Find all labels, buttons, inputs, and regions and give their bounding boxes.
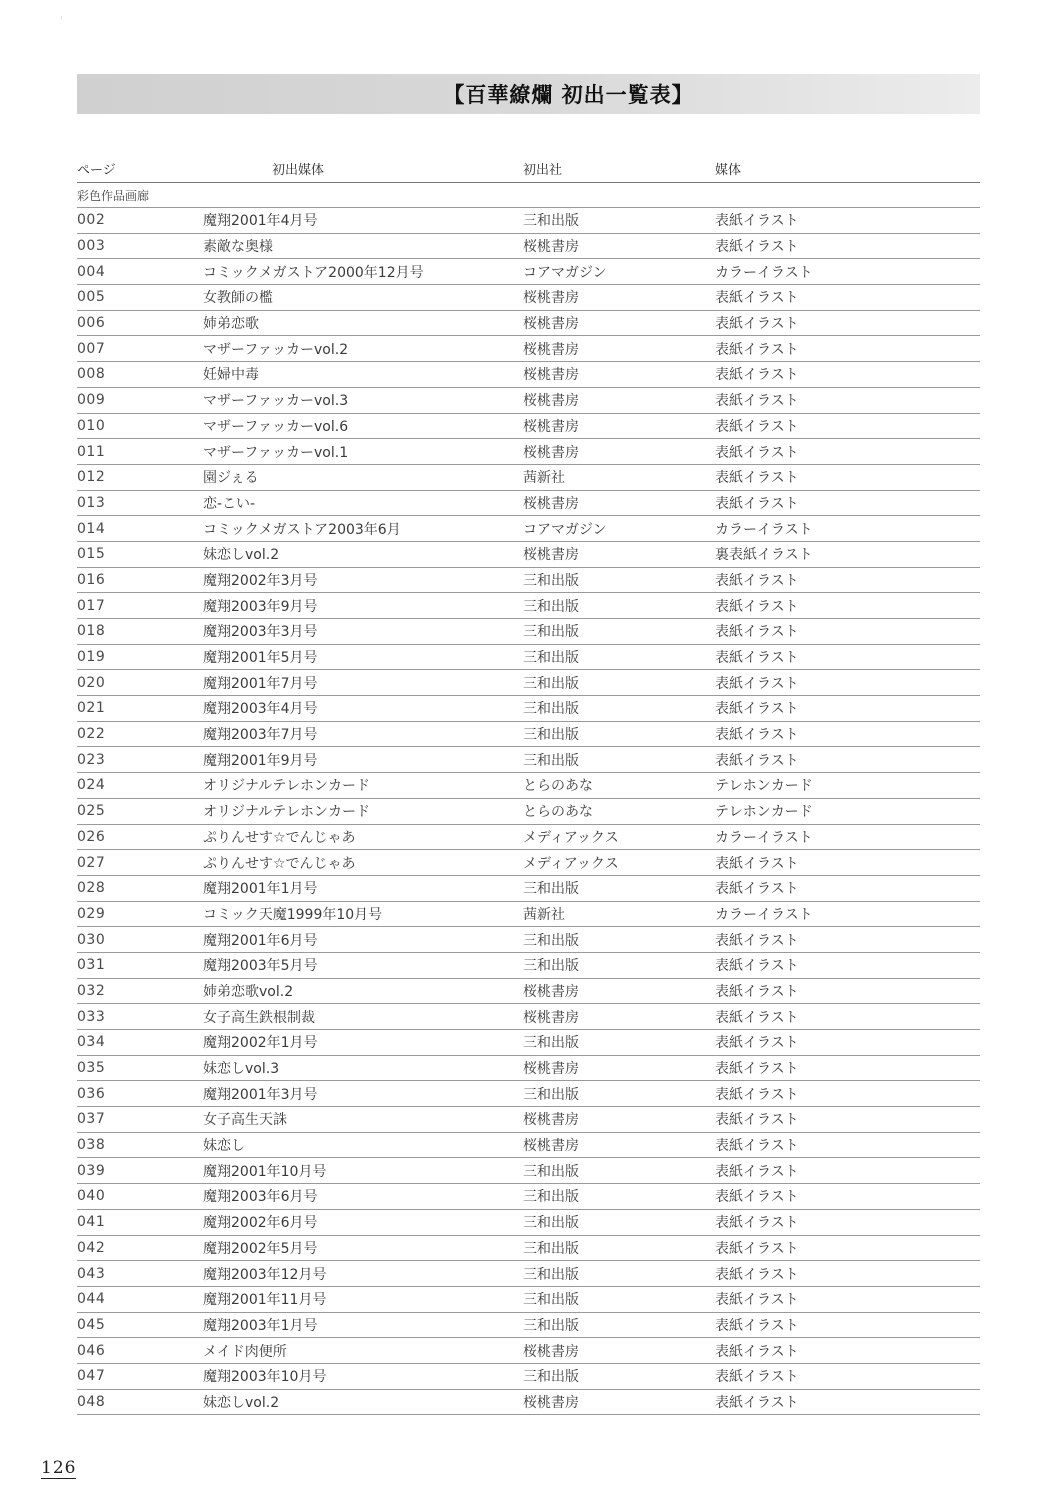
table-row (77, 850, 980, 876)
cell-publisher: 茜新社 (523, 470, 565, 487)
cell-publisher: 桜桃書房 (523, 341, 579, 358)
cell-type: 表紙イラスト (715, 855, 799, 872)
table-row (77, 1030, 980, 1056)
table-row (77, 696, 980, 722)
cell-type: 表紙イラスト (715, 1240, 799, 1257)
cell-publisher: 三和出版 (523, 650, 579, 667)
cell-type: 表紙イラスト (715, 341, 799, 358)
table-row (77, 1133, 980, 1159)
cell-type: 表紙イラスト (715, 624, 799, 641)
table-row (77, 799, 980, 825)
table-row (77, 1210, 980, 1236)
cell-publisher: コアマガジン (523, 521, 607, 538)
table-row (77, 825, 980, 851)
cell-publisher: 桜桃書房 (523, 1138, 579, 1155)
cell-publisher: 三和出版 (523, 598, 579, 615)
cell-publisher: 桜桃書房 (523, 239, 579, 256)
cell-publisher: 桜桃書房 (523, 290, 579, 307)
table-row (77, 1107, 980, 1133)
cell-publisher: 三和出版 (523, 701, 579, 718)
cell-media: オリジナルテレホンカード (203, 804, 371, 821)
cell-page: 031 (77, 957, 106, 974)
cell-publisher: 桜桃書房 (523, 418, 579, 435)
cell-media: コミックメガストア2003年6月 (203, 521, 401, 538)
cell-publisher: 三和出版 (523, 1163, 579, 1180)
cell-page: 016 (77, 571, 106, 588)
cell-media: 妹恋しvol.2 (203, 547, 280, 564)
table-row (77, 516, 980, 542)
cell-page: 019 (77, 649, 106, 666)
cell-media: 妹恋しvol.2 (203, 1394, 280, 1411)
cell-publisher: 三和出版 (523, 1189, 579, 1206)
cell-page: 014 (77, 520, 106, 537)
cell-page: 022 (77, 726, 106, 743)
cell-page: 037 (77, 1111, 106, 1128)
cell-page: 044 (77, 1291, 106, 1308)
cell-media: 魔翔2001年11月号 (203, 1292, 327, 1309)
cell-publisher: とらのあな (523, 778, 593, 795)
cell-page: 018 (77, 623, 106, 640)
table-row (77, 1158, 980, 1184)
table-row (77, 747, 980, 773)
cell-media: 女子高生鉄根制裁 (203, 1009, 315, 1026)
page-title-bar (77, 74, 980, 114)
cell-type: カラーイラスト (715, 906, 813, 923)
cell-media: マザーファッカーvol.6 (203, 418, 349, 435)
cell-publisher: 三和出版 (523, 1369, 579, 1386)
cell-media: 魔翔2001年10月号 (203, 1163, 327, 1180)
cell-page: 020 (77, 674, 106, 691)
cell-publisher: 三和出版 (523, 1035, 579, 1052)
cell-page: 030 (77, 931, 106, 948)
cell-page: 004 (77, 263, 106, 280)
cell-type: 表紙イラスト (715, 598, 799, 615)
cell-page: 029 (77, 905, 106, 922)
cell-type: 表紙イラスト (715, 1189, 799, 1206)
page-number: 126 (41, 1458, 77, 1478)
column-header-publisher: 初出社 (523, 163, 563, 178)
cell-type: 表紙イラスト (715, 393, 799, 410)
cell-type: カラーイラスト (715, 264, 813, 281)
cell-page: 035 (77, 1060, 106, 1077)
cell-type: 表紙イラスト (715, 1086, 799, 1103)
cell-media: 恋-こい- (203, 495, 256, 512)
cell-type: 表紙イラスト (715, 1035, 799, 1052)
cell-type: 表紙イラスト (715, 367, 799, 384)
cell-media: 魔翔2003年1月号 (203, 1317, 318, 1334)
cell-media: 素敵な奥様 (203, 239, 273, 256)
table-row (77, 1261, 980, 1287)
cell-publisher: 桜桃書房 (523, 1112, 579, 1129)
cell-media: 妊婦中毒 (203, 367, 259, 384)
cell-media: 魔翔2003年4月号 (203, 701, 318, 718)
cell-page: 012 (77, 469, 106, 486)
cell-type: 表紙イラスト (715, 1266, 799, 1283)
cell-page: 033 (77, 1008, 106, 1025)
table-row (77, 979, 980, 1005)
table-row (77, 1184, 980, 1210)
table-body (77, 208, 980, 1415)
cell-page: 034 (77, 1034, 106, 1051)
cell-media: 園ジぇる (203, 470, 259, 487)
cell-page: 025 (77, 803, 106, 820)
cell-type: 表紙イラスト (715, 239, 799, 256)
table-row (77, 414, 980, 440)
cell-publisher: 三和出版 (523, 727, 579, 744)
cell-type: 表紙イラスト (715, 752, 799, 769)
cell-publisher: 三和出版 (523, 958, 579, 975)
cell-publisher: 三和出版 (523, 624, 579, 641)
cell-media: 魔翔2003年9月号 (203, 598, 318, 615)
cell-type: 表紙イラスト (715, 1292, 799, 1309)
table-row (77, 234, 980, 260)
cell-type: テレホンカード (715, 804, 813, 821)
cell-page: 015 (77, 546, 106, 563)
cell-media: 姉弟恋歌 (203, 316, 259, 333)
cell-type: 表紙イラスト (715, 1138, 799, 1155)
cell-publisher: 三和出版 (523, 1266, 579, 1283)
cell-type: 裏表紙イラスト (715, 547, 813, 564)
table-row (77, 722, 980, 748)
cell-publisher: 桜桃書房 (523, 1061, 579, 1078)
cell-type: 表紙イラスト (715, 418, 799, 435)
cell-media: 魔翔2001年4月号 (203, 213, 318, 230)
cell-page: 006 (77, 315, 106, 332)
cell-media: 女教師の檻 (203, 290, 273, 307)
cell-media: 魔翔2003年7月号 (203, 727, 318, 744)
cell-publisher: 桜桃書房 (523, 983, 579, 1000)
table-row (77, 208, 980, 234)
cell-page: 048 (77, 1393, 106, 1410)
cell-page: 024 (77, 777, 106, 794)
cell-type: 表紙イラスト (715, 213, 799, 230)
cell-page: 009 (77, 392, 106, 409)
cell-media: 魔翔2003年3月号 (203, 624, 318, 641)
cell-type: 表紙イラスト (715, 701, 799, 718)
table-row (77, 773, 980, 799)
table-row (77, 465, 980, 491)
first-appearance-table (77, 156, 980, 1415)
cell-media: 魔翔2001年5月号 (203, 650, 318, 667)
cell-media: 魔翔2003年12月号 (203, 1266, 327, 1283)
cell-page: 047 (77, 1368, 106, 1385)
cell-media: コミックメガストア2000年12月号 (203, 264, 424, 281)
cell-publisher: 桜桃書房 (523, 1394, 579, 1411)
cell-type: カラーイラスト (715, 829, 813, 846)
cell-type: 表紙イラスト (715, 1009, 799, 1026)
cell-page: 017 (77, 597, 106, 614)
cell-publisher: 三和出版 (523, 213, 579, 230)
cell-publisher: 桜桃書房 (523, 316, 579, 333)
cell-type: 表紙イラスト (715, 675, 799, 692)
table-row (77, 1287, 980, 1313)
cell-page: 032 (77, 982, 106, 999)
cell-page: 042 (77, 1239, 106, 1256)
cell-page: 002 (77, 212, 106, 229)
cell-publisher: 三和出版 (523, 1292, 579, 1309)
cell-type: 表紙イラスト (715, 1317, 799, 1334)
table-row (77, 1313, 980, 1339)
cell-type: 表紙イラスト (715, 470, 799, 487)
table-row (77, 1056, 980, 1082)
table-row (77, 953, 980, 979)
cell-page: 010 (77, 417, 106, 434)
cell-media: コミック天魔1999年10月号 (203, 906, 383, 923)
cell-page: 041 (77, 1214, 106, 1231)
cell-publisher: 桜桃書房 (523, 547, 579, 564)
cell-media: マザーファッカーvol.2 (203, 341, 349, 358)
cell-publisher: 桜桃書房 (523, 1009, 579, 1026)
table-row (77, 645, 980, 671)
table-row (77, 1004, 980, 1030)
cell-publisher: 三和出版 (523, 752, 579, 769)
cell-page: 039 (77, 1162, 106, 1179)
column-header-media: 初出媒体 (271, 163, 324, 178)
cell-media: 魔翔2001年7月号 (203, 675, 318, 692)
cell-page: 026 (77, 828, 106, 845)
cell-publisher: 桜桃書房 (523, 393, 579, 410)
cell-publisher: 三和出版 (523, 572, 579, 589)
cell-media: オリジナルテレホンカード (203, 778, 371, 795)
table-row (77, 876, 980, 902)
table-row (77, 388, 980, 414)
cell-type: 表紙イラスト (715, 1061, 799, 1078)
cell-media: 妹恋し (203, 1138, 245, 1155)
table-row (77, 670, 980, 696)
table-row (77, 1081, 980, 1107)
cell-type: 表紙イラスト (715, 1215, 799, 1232)
cell-publisher: 三和出版 (523, 1240, 579, 1257)
cell-type: 表紙イラスト (715, 495, 799, 512)
cell-type: 表紙イラスト (715, 983, 799, 1000)
section-heading: 彩色作品画廊 (77, 188, 150, 203)
cell-publisher: 三和出版 (523, 675, 579, 692)
column-header-type: 媒体 (715, 163, 742, 178)
cell-page: 005 (77, 289, 106, 306)
cell-publisher: メディアックス (523, 855, 619, 872)
table-row (77, 285, 980, 311)
cell-media: 魔翔2003年5月号 (203, 958, 318, 975)
cell-media: 妹恋しvol.3 (203, 1061, 280, 1078)
cell-page: 008 (77, 366, 106, 383)
corner-mark: ' (60, 16, 63, 26)
cell-media: 魔翔2002年3月号 (203, 572, 318, 589)
cell-type: 表紙イラスト (715, 572, 799, 589)
cell-publisher: 三和出版 (523, 932, 579, 949)
cell-type: 表紙イラスト (715, 1369, 799, 1386)
cell-publisher: 三和出版 (523, 1215, 579, 1232)
table-row (77, 1236, 980, 1262)
cell-publisher: 桜桃書房 (523, 367, 579, 384)
table-row (77, 1390, 980, 1416)
cell-publisher: 桜桃書房 (523, 1343, 579, 1360)
cell-type: 表紙イラスト (715, 316, 799, 333)
cell-media: ぷりんせす☆でんじゃあ (203, 855, 356, 872)
cell-publisher: 三和出版 (523, 1317, 579, 1334)
cell-page: 003 (77, 238, 106, 255)
page-title: 【百華繚爛 初出一覧表】 (443, 82, 694, 107)
cell-type: 表紙イラスト (715, 727, 799, 744)
table-row (77, 542, 980, 568)
cell-media: マザーファッカーvol.3 (203, 393, 349, 410)
cell-media: 魔翔2003年6月号 (203, 1189, 318, 1206)
table-header-row (77, 156, 980, 183)
table-row (77, 1364, 980, 1390)
table-row (77, 439, 980, 465)
cell-page: 045 (77, 1316, 106, 1333)
table-row (77, 619, 980, 645)
table-row (77, 593, 980, 619)
cell-media: 魔翔2001年6月号 (203, 932, 318, 949)
cell-type: 表紙イラスト (715, 958, 799, 975)
cell-publisher: 三和出版 (523, 881, 579, 898)
cell-type: 表紙イラスト (715, 1163, 799, 1180)
cell-publisher: 茜新社 (523, 906, 565, 923)
cell-media: 魔翔2002年6月号 (203, 1215, 318, 1232)
table-row (77, 568, 980, 594)
cell-media: 魔翔2002年1月号 (203, 1035, 318, 1052)
table-row (77, 927, 980, 953)
cell-media: 魔翔2001年9月号 (203, 752, 318, 769)
cell-type: カラーイラスト (715, 521, 813, 538)
table-row (77, 336, 980, 362)
cell-type: テレホンカード (715, 778, 813, 795)
cell-page: 038 (77, 1137, 106, 1154)
cell-page: 023 (77, 751, 106, 768)
section-heading-row (77, 183, 980, 208)
cell-type: 表紙イラスト (715, 881, 799, 898)
table-row (77, 902, 980, 928)
cell-media: メイド肉便所 (203, 1343, 287, 1360)
cell-page: 021 (77, 700, 106, 717)
cell-page: 027 (77, 854, 106, 871)
cell-page: 043 (77, 1265, 106, 1282)
column-header-page: ページ (77, 163, 116, 178)
cell-type: 表紙イラスト (715, 290, 799, 307)
cell-media: ぷりんせす☆でんじゃあ (203, 829, 356, 846)
cell-page: 007 (77, 340, 106, 357)
cell-type: 表紙イラスト (715, 1394, 799, 1411)
cell-page: 011 (77, 443, 106, 460)
cell-type: 表紙イラスト (715, 650, 799, 667)
cell-media: 女子高生天誅 (203, 1112, 287, 1129)
cell-media: 魔翔2002年5月号 (203, 1240, 318, 1257)
cell-type: 表紙イラスト (715, 932, 799, 949)
cell-publisher: メディアックス (523, 829, 619, 846)
cell-page: 036 (77, 1085, 106, 1102)
cell-publisher: コアマガジン (523, 264, 607, 281)
cell-type: 表紙イラスト (715, 1343, 799, 1360)
cell-publisher: 桜桃書房 (523, 444, 579, 461)
cell-media: 姉弟恋歌vol.2 (203, 983, 294, 1000)
table-row (77, 491, 980, 517)
cell-page: 013 (77, 494, 106, 511)
cell-media: マザーファッカーvol.1 (203, 444, 349, 461)
table-row (77, 311, 980, 337)
cell-type: 表紙イラスト (715, 444, 799, 461)
cell-publisher: 桜桃書房 (523, 495, 579, 512)
cell-page: 028 (77, 880, 106, 897)
cell-media: 魔翔2001年3月号 (203, 1086, 318, 1103)
cell-type: 表紙イラスト (715, 1112, 799, 1129)
table-row (77, 1338, 980, 1364)
table-row (77, 362, 980, 388)
cell-media: 魔翔2003年10月号 (203, 1369, 327, 1386)
cell-page: 040 (77, 1188, 106, 1205)
cell-publisher: 三和出版 (523, 1086, 579, 1103)
cell-media: 魔翔2001年1月号 (203, 881, 318, 898)
cell-publisher: とらのあな (523, 804, 593, 821)
table-row (77, 259, 980, 285)
cell-page: 046 (77, 1342, 106, 1359)
